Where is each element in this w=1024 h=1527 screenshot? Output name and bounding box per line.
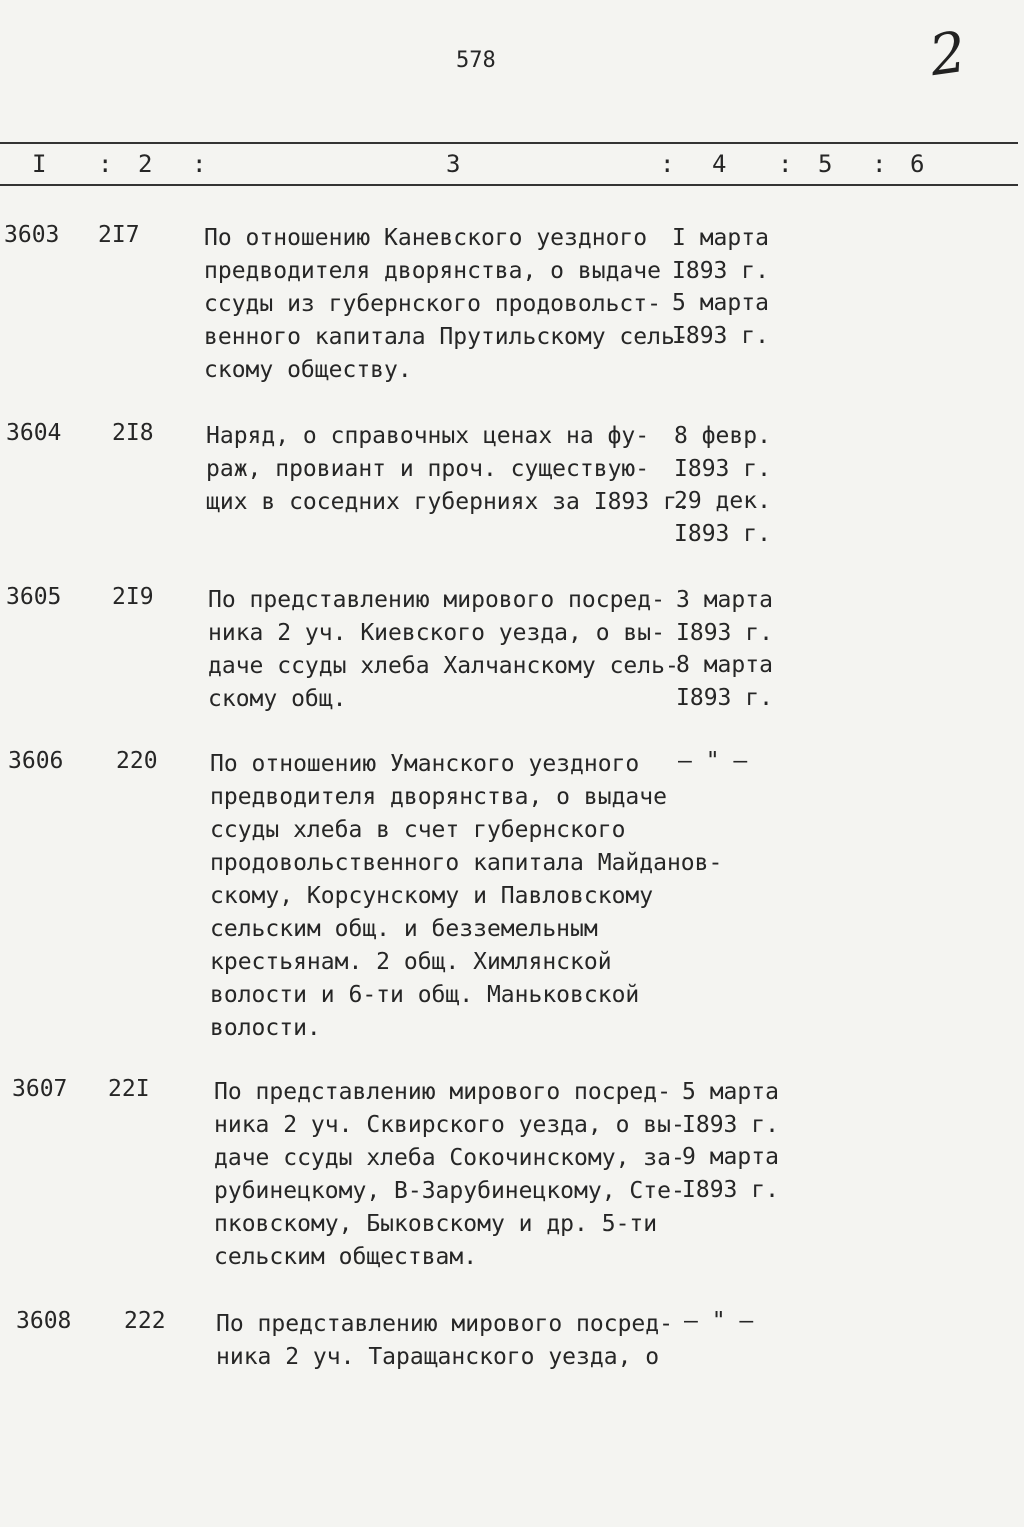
column-separator: : bbox=[98, 150, 113, 178]
column-separator: : bbox=[872, 150, 887, 178]
entry-sub-number: 220 bbox=[116, 748, 158, 774]
entry-sub-number: 2I9 bbox=[112, 584, 154, 610]
entry-ditto-mark: – " – bbox=[684, 1308, 754, 1334]
entry-dates: 8 февр. I893 г. 29 дек. I893 г. bbox=[674, 423, 771, 547]
entry-description: По отношению Уманского уездного предводителя дворянства, о выдаче ссуды хлеба в счет губернского продовольственного капитала Майданов- скому, Корсунскому и Павловскому сельским общ. и безземельным крестьянам. 2 общ. Химлянской волости и 6-ти общ. Маньковской волости. bbox=[210, 751, 723, 1041]
entry-number: 3603 bbox=[4, 222, 60, 248]
column-separator: : bbox=[192, 150, 207, 178]
entry-description: По представлению мирового посред- ника 2 уч. Сквирского уезда, о вы- даче ссуды хлеба Сокочинскому, за- рубинецкому, В-Зарубинецкому, Сте- пковскому, Быковскому и др. 5-ти сельским обществам. bbox=[214, 1079, 685, 1270]
column-separator: : bbox=[778, 150, 793, 178]
entry-description: По представлению мирового посред- ника 2 уч. Таращанского уезда, о bbox=[216, 1311, 673, 1370]
column-header-3: 3 bbox=[446, 150, 461, 178]
entry-dates: 3 марта I893 г. 8 марта I893 г. bbox=[676, 587, 773, 711]
column-header-1: I bbox=[32, 150, 47, 178]
entry-sub-number: 222 bbox=[124, 1308, 166, 1334]
page-number: 578 bbox=[456, 48, 496, 73]
entry-description: Наряд, о справочных ценах на фу- раж, провиант и проч. существую- щих в соседних губерниях за I893 г. bbox=[206, 423, 691, 515]
column-header-6: 6 bbox=[910, 150, 925, 178]
entry-sub-number: 22I bbox=[108, 1076, 150, 1102]
entry-number: 3608 bbox=[16, 1308, 72, 1334]
column-header-4: 4 bbox=[712, 150, 727, 178]
column-header-2: 2 bbox=[138, 150, 153, 178]
entry-number: 3605 bbox=[6, 584, 62, 610]
column-separator: : bbox=[660, 150, 675, 178]
entry-sub-number: 2I8 bbox=[112, 420, 154, 446]
header-rule-top bbox=[0, 142, 1018, 144]
header-rule-bottom bbox=[0, 184, 1018, 186]
entry-sub-number: 2I7 bbox=[98, 222, 140, 248]
entry-description: По отношению Каневского уездного предводителя дворянства, о выдаче ссуды из губернского продовольст- венного капитала Прутильскому сель- скому обществу. bbox=[204, 225, 689, 383]
entry-number: 3604 bbox=[6, 420, 62, 446]
handwritten-sheet-number: 2 bbox=[925, 19, 970, 90]
entry-number: 3607 bbox=[12, 1076, 68, 1102]
entry-ditto-mark: – " – bbox=[678, 748, 748, 774]
column-header-5: 5 bbox=[818, 150, 833, 178]
entry-dates: 5 марта I893 г. 9 марта I893 г. bbox=[682, 1079, 779, 1203]
entry-dates: I марта I893 г. 5 марта I893 г. bbox=[672, 225, 769, 349]
entry-description: По представлению мирового посред- ника 2 уч. Киевского уезда, о вы- даче ссуды хлеба Халчанскому сель- скому общ. bbox=[208, 587, 679, 712]
entry-number: 3606 bbox=[8, 748, 64, 774]
